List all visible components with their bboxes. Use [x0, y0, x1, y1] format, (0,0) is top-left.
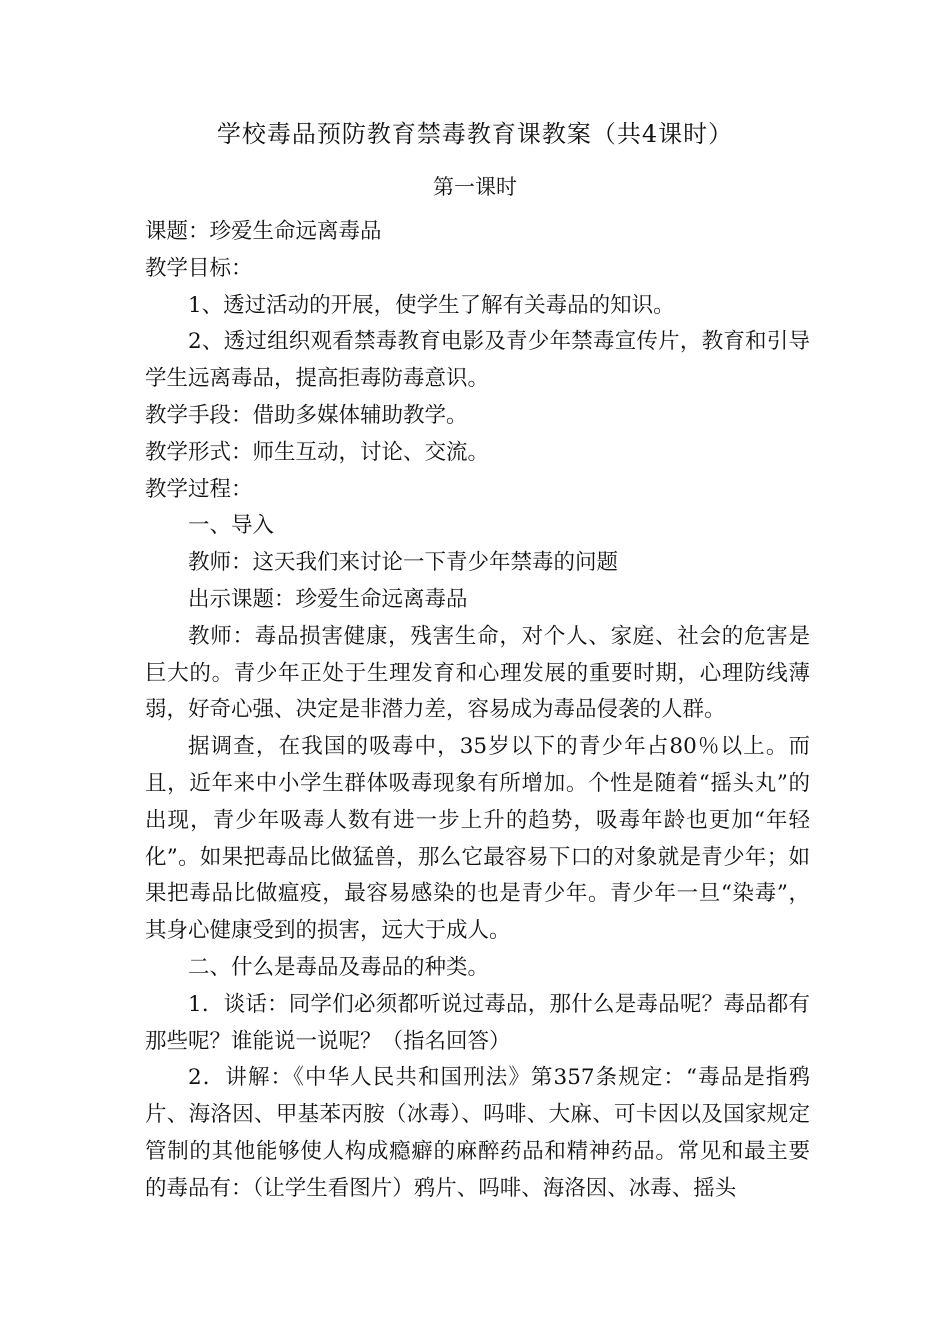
paragraph: 出示课题：珍爱生命远离毒品: [188, 586, 468, 612]
paragraph: 二、什么是毒品及毒品的种类。: [188, 954, 490, 980]
paragraph: 教学目标：: [145, 255, 253, 281]
paragraph: 教学形式：师生互动，讨论、交流。: [145, 439, 490, 465]
document-title: 学校毒品预防教育禁毒教育课教案（共4课时）: [216, 120, 734, 148]
paragraph: 1、透过活动的开展，使学生了解有关毒品的知识。: [188, 292, 675, 318]
document-body: [145, 214, 810, 1208]
paragraph: 据调查，在我国的吸毒中，35岁以下的青少年占80％以上。而且，近年来中小学生群体吸毒现象有所增加。个性是随着“摇头丸”的出现，青少年吸毒人数有进一步上升的趋势，吸毒年龄也更加“年轻化”。如果把毒品比做猛兽，那么它最容易下口的对象就是青少年；如果把毒品比做瘟疫，最容易感染的也是青少年。青少年一旦“染毒”，其身心健康受到的损害，远大于成人。: [145, 734, 810, 944]
paragraph: 一、导入: [188, 513, 275, 539]
paragraph: 2、透过组织观看禁毒教育电影及青少年禁毒宣传片，教育和引导学生远离毒品，提高拒毒防毒意识。: [145, 329, 810, 392]
paragraph: 课题：珍爱生命远离毒品: [145, 219, 382, 244]
paragraph: 2．讲解：《中华人民共和国刑法》第357条规定：“毒品是指鸦片、海洛因、甲基苯丙胺（冰毒）、吗啡、大麻、可卡因以及国家规定管制的其他能够使人构成瘾癖的麻醉药品和精神药品。常见和最主要的毒品有：（让学生看图片）鸦片、吗啡、海洛因、冰毒、摇头: [145, 1065, 810, 1201]
paragraph: 教师：毒品损害健康，残害生命，对个人、家庭、社会的危害是巨大的。青少年正处于生理发育和心理发展的重要时期，心理防线薄弱，好奇心强、决定是非潜力差，容易成为毒品侵袭的人群。: [145, 623, 810, 723]
paragraph: 1．谈话：同学们必须都听说过毒品，那什么是毒品呢？毒品都有那些呢？谁能说一说呢？（指名回答）: [145, 991, 810, 1054]
paragraph: 教师：这天我们来讨论一下青少年禁毒的问题: [188, 550, 619, 576]
section-subtitle: 第一课时: [433, 175, 517, 199]
paragraph: 教学过程：: [145, 476, 253, 502]
paragraph: 教学手段：借助多媒体辅助教学。: [145, 402, 468, 428]
